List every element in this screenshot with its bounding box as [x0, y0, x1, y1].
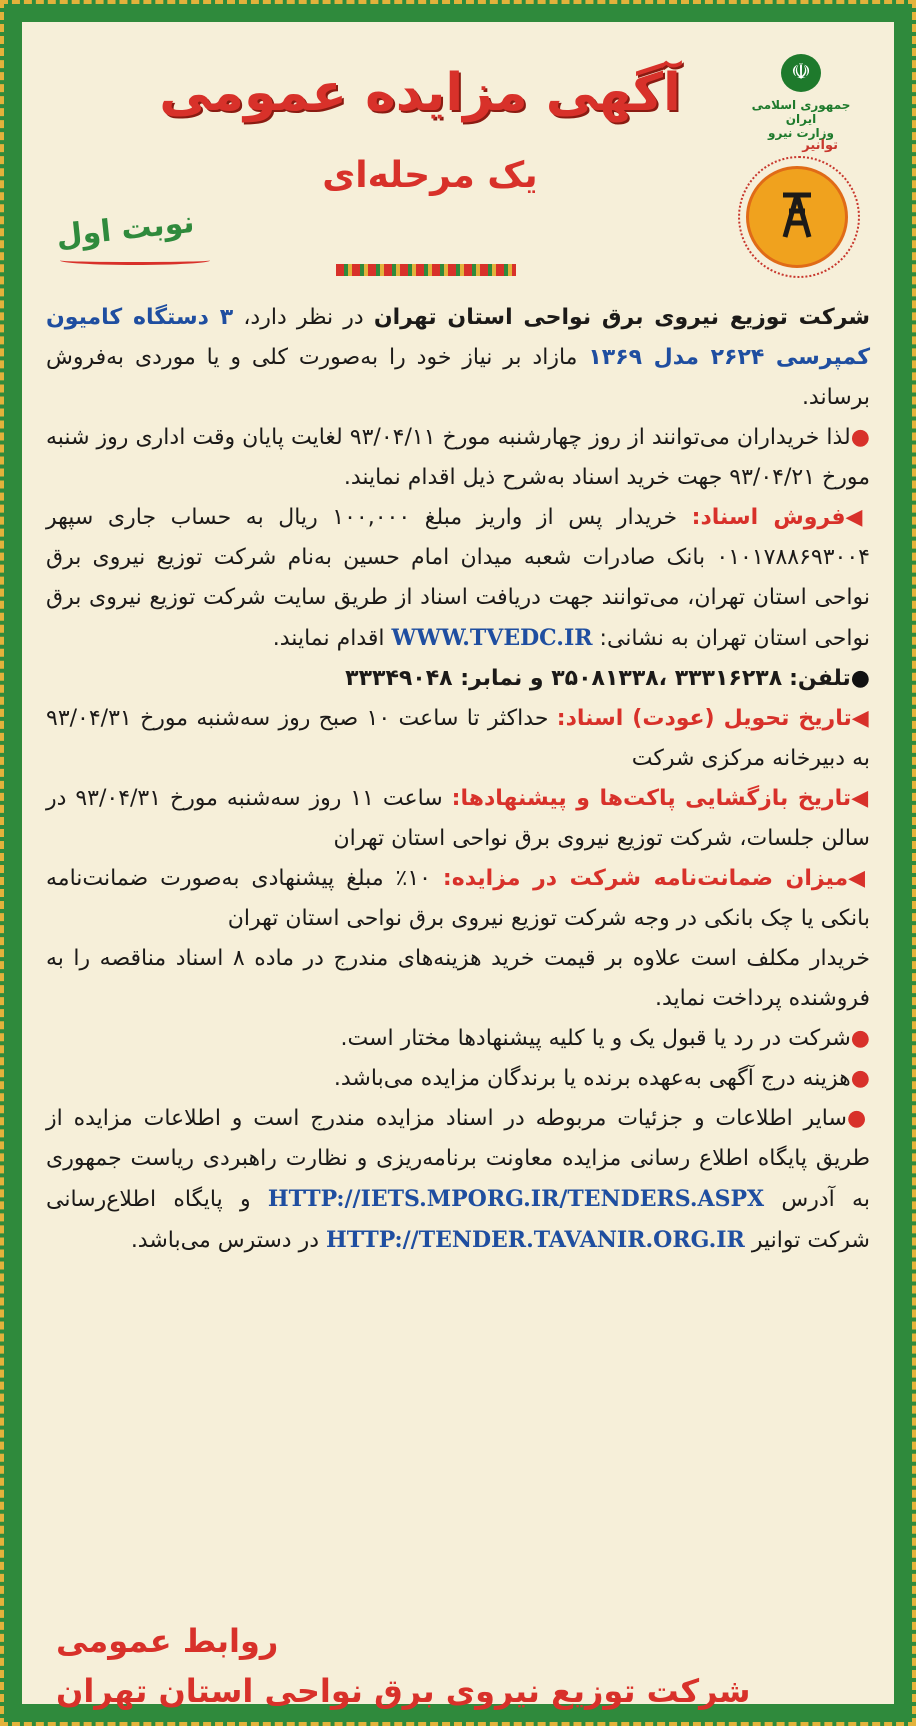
guarantee-paragraph: ◀میزان ضمانت‌نامه شرکت در مزایده: ۱۰٪ مبلغ پیشنهادی به‌صورت ضمانت‌نامه بانکی یا چک بانکی در وجه شرکت توزیع نیروی برق نواحی استان تهران	[46, 866, 871, 931]
bullet-icon: ●	[850, 1026, 870, 1051]
ad-subtitle: یک مرحله‌ای	[322, 155, 538, 196]
arrow-icon: ◀	[848, 866, 871, 891]
ad-title: آگهی مزایده عمومی	[159, 63, 681, 123]
intro-paragraph: شرکت توزیع نیروی برق نواحی استان تهران در نظر دارد، ۳ دستگاه کامیون کمپرسی ۲۶۲۴ مدل ۱۳۶۹ مازاد بر نیاز خود را به‌صورت کلی و یا موردی به‌فروش برساند.	[46, 305, 871, 410]
arrow-icon: ◀	[845, 505, 870, 530]
company-logo	[736, 54, 866, 274]
public-relations-label: روابط عمومی	[56, 1622, 279, 1660]
tvedc-link[interactable]: WWW.TVEDC.IR	[391, 625, 593, 651]
arrow-icon: ◀	[851, 706, 871, 731]
bullet-icon: ●	[850, 425, 871, 450]
delivery-paragraph: ◀تاریخ تحویل (عودت) اسناد: حداکثر تا ساعت ۱۰ صبح روز سه‌شنبه مورخ ۹۳/۰۴/۳۱ به دبیرخانه مرکزی شرکت	[46, 706, 871, 771]
tavanir-label: توانیر	[802, 138, 838, 153]
round-underline	[60, 256, 210, 265]
power-tower-icon	[746, 166, 848, 268]
round-label: نوبت اول	[54, 204, 196, 255]
note-item: ●هزینه درج آگهی به‌عهده برنده یا برندگان مزایده می‌باشد.	[333, 1066, 870, 1091]
bullet-icon: ●	[850, 1066, 870, 1091]
iets-link[interactable]: HTTP://IETS.MPORG.IR/TENDERS.ASPX	[267, 1186, 765, 1212]
tavanir-link[interactable]: HTTP://TENDER.TAVANIR.ORG.IR	[326, 1227, 745, 1253]
title-ornament	[336, 264, 516, 276]
note-item: ●شرکت در رد یا قبول یک و یا کلیه پیشنهادها مختار است.	[340, 1026, 870, 1051]
bullet-icon: ●	[846, 1106, 870, 1131]
ad-content	[36, 32, 884, 1710]
arrow-icon: ◀	[851, 786, 871, 811]
phone-paragraph: ●تلفن: ۳۳۳۱۶۲۳۸ ،۳۵۰۸۱۳۳۸ و نمابر: ۳۳۳۴۹۰۴۸	[345, 666, 870, 691]
footer-company-name: شرکت توزیع نیروی برق نواحی استان تهران	[56, 1672, 751, 1710]
iran-emblem-icon: ☫	[781, 54, 821, 92]
opening-paragraph: ◀تاریخ بازگشایی پاکت‌ها و پیشنهادها: ساعت ۱۱ روز سه‌شنبه مورخ ۹۳/۰۴/۳۱ در سالن جلسات، شرکت توزیع نیروی برق نواحی استان تهران	[46, 786, 871, 851]
more-info-paragraph: ●سایر اطلاعات و جزئیات مربوطه در اسناد مزایده مندرج است و اطلاعات مزایده از طریق پایگاه اطلاع رسانی مزایده معاونت برنامه‌ریزی و نظارت راهبردی ریاست جمهوری به آدرس HTTP://IETS.MPORG.IR/TENDERS.ASPX و پایگاه اطلاع‌رسانی شرکت توانیر HTTP://TENDER.TAVANIR.ORG.IR در دسترس می‌باشد.	[46, 1106, 870, 1253]
bullet-icon: ●	[850, 666, 870, 691]
ad-body	[46, 298, 870, 1261]
ministry-name: جمهوری اسلامی ایران وزارت نیرو	[751, 98, 851, 140]
sale-paragraph: ◀فروش اسناد: خریدار پس از واریز مبلغ ۱۰۰,۰۰۰ ریال به حساب جاری سپهر ۰۱۰۱۷۸۸۶۹۳۰۰۴ بانک صادرات شعبه میدان امام حسین به‌نام شرکت توزیع نیروی برق نواحی استان تهران، می‌توانند جهت دریافت اسناد از طریق سایت شرکت توزیع نیروی برق نواحی استان تهران به نشانی: WWW.TVEDC.IR اقدام نمایند.	[46, 505, 870, 651]
costs-paragraph: خریدار مکلف است علاوه بر قیمت خرید هزینه‌های مندرج در ماده ۸ اسناد مناقصه را به فروشنده پرداخت نماید.	[46, 946, 870, 1011]
buyers-paragraph: ●لذا خریداران می‌توانند از روز چهارشنبه مورخ ۹۳/۰۴/۱۱ لغایت پایان وقت اداری روز شنبه مورخ ۹۳/۰۴/۲۱ جهت خرید اسناد به‌شرح ذیل اقدام نمایند.	[46, 425, 871, 490]
